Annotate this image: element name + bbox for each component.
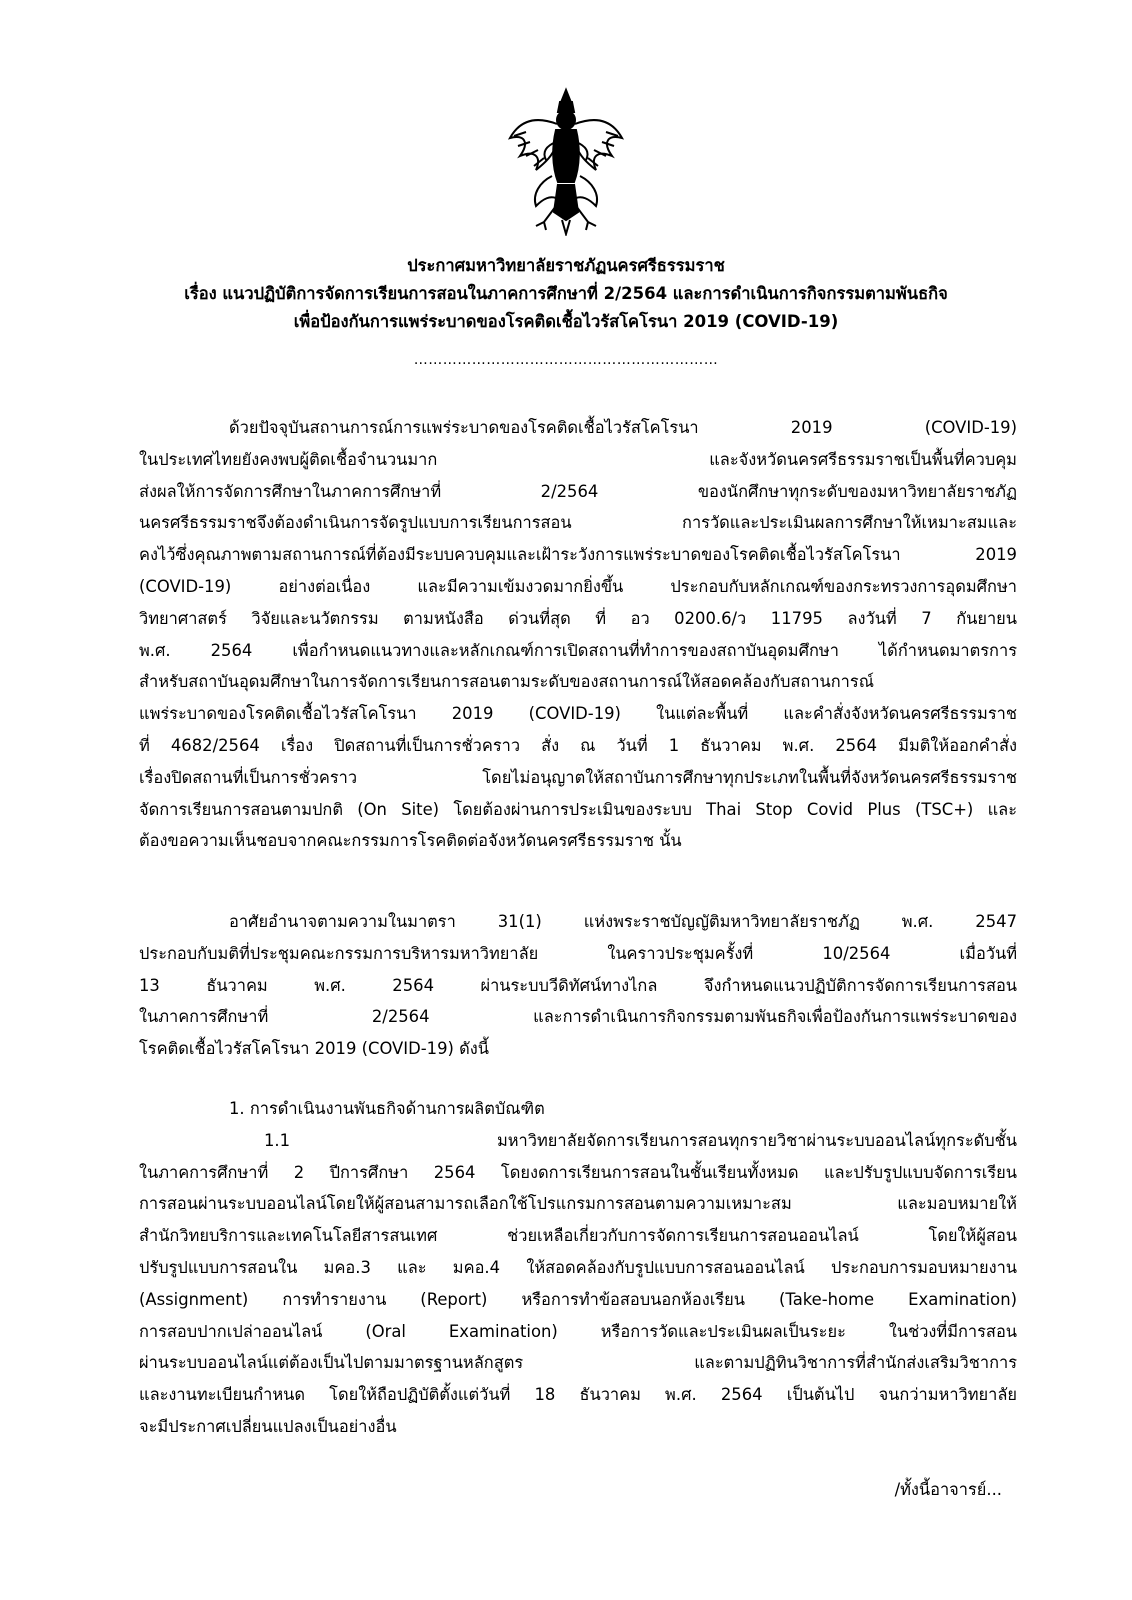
text-line: โรคติดเชื้อไวรัสโคโรนา 2019 (COVID-19) ดังนี้: [139, 1039, 489, 1059]
announcement-header: [60, 252, 1072, 336]
announcement-subject-line-1: เรื่อง แนวปฏิบัติการจัดการเรียนการสอนในภาคการศึกษาที่ 2/2564 และการดำเนินการกิจกรรมตามพันธกิจ: [184, 284, 948, 303]
announcement-issuer: ประกาศมหาวิทยาลัยราชภัฏนครศรีธรรมราช: [407, 256, 725, 275]
text-line: แพร่ระบาดของโรคติดเชื้อไวรัสโคโรนา 2019 (COVID-19) ในแต่ละพื้นที่ และคำสั่งจังหวัดนครศรีธรรมราช: [139, 704, 1017, 724]
continuation-marker: /ทั้งนี้อาจารย์...: [894, 1480, 1002, 1499]
text-line: สำหรับสถาบันอุดมศึกษาในการจัดการเรียนการสอนตามระดับของสถานการณ์ให้สอดคล้องกับสถานการณ์: [139, 672, 874, 692]
text-line: 1.1 มหาวิทยาลัยจัดการเรียนการสอนทุกรายวิชาผ่านระบบออนไลน์ทุกระดับชั้น: [264, 1130, 1017, 1150]
text-line: 13 ธันวาคม พ.ศ. 2564 ผ่านระบบวีดิทัศน์ทางไกล จึงกำหนดแนวปฏิบัติการจัดการเรียนการสอน: [139, 975, 1017, 995]
header-separator: ………………………………………………………: [413, 352, 719, 368]
text-line: นครศรีธรรมราชจึงต้องดำเนินการจัดรูปแบบการเรียนการสอน การวัดและประเมินผลการศึกษาให้เหมาะสมและ: [139, 513, 1017, 533]
text-line: อาศัยอำนาจตามความในมาตรา 31(1) แห่งพระราชบัญญัติมหาวิทยาลัยราชภัฏ พ.ศ. 2547: [229, 912, 1017, 931]
section-1: [139, 1093, 1017, 1443]
text-line: การสอนผ่านระบบออนไลน์โดยให้ผู้สอนสามารถเลือกใช้โปรแกรมการสอนตามความเหมาะสม และมอบหมายให้: [139, 1194, 1017, 1214]
text-line: ปรับรูปแบบการสอนใน มคอ.3 และ มคอ.4 ให้สอดคล้องกับรูปแบบการสอนออนไลน์ ประกอบการมอบหมายงาน: [139, 1257, 1017, 1277]
text-line: ต้องขอความเห็นชอบจากคณะกรรมการโรคติดต่อจังหวัดนครศรีธรรมราช นั้น: [139, 831, 682, 851]
text-line: ผ่านระบบออนไลน์แต่ต้องเป็นไปตามมาตรฐานหลักสูตร และตามปฏิทินวิชาการที่สำนักส่งเสริมวิชาการ: [139, 1353, 1017, 1373]
text-line: สำนักวิทยบริการและเทคโนโลยีสารสนเทศ ช่วยเหลือเกี่ยวกับการจัดการเรียนการสอนออนไลน์ โดยให้ผู้สอน: [139, 1226, 1017, 1246]
text-line: และงานทะเบียนกำหนด โดยให้ถือปฏิบัติตั้งแต่วันที่ 18 ธันวาคม พ.ศ. 2564 เป็นต้นไป จนกว่ามหาวิทยาลัย: [139, 1385, 1017, 1405]
text-line: ส่งผลให้การจัดการศึกษาในภาคการศึกษาที่ 2/2564 ของนักศึกษาทุกระดับของมหาวิทยาลัยราชภัฏ: [139, 481, 1017, 501]
text-line: ในภาคการศึกษาที่ 2/2564 และการดำเนินการกิจกรรมตามพันธกิจเพื่อป้องกันการแพร่ระบาดของ: [139, 1007, 1017, 1027]
section-heading: 1. การดำเนินงานพันธกิจด้านการผลิตบัณฑิต: [229, 1099, 545, 1118]
text-line: การสอบปากเปล่าออนไลน์ (Oral Examination) หรือการวัดและประเมินผลเป็นระยะ ในช่วงที่มีการสอน: [139, 1321, 1017, 1341]
text-line: ด้วยปัจจุบันสถานการณ์การแพร่ระบาดของโรคติดเชื้อไวรัสโคโรนา 2019 (COVID-19): [229, 418, 1017, 437]
paragraph-background: [139, 412, 1017, 857]
paragraph-authority: [139, 906, 1017, 1065]
text-line: คงไว้ซึ่งคุณภาพตามสถานการณ์ที่ต้องมีระบบควบคุมและเฝ้าระวังการแพร่ระบาดของโรคติดเชื้อไวรัสโคโรนา 2019: [139, 545, 1017, 565]
text-line: พ.ศ. 2564 เพื่อกำหนดแนวทางและหลักเกณฑ์การเปิดสถานที่ทำการของสถาบันอุดมศึกษา ได้กำหนดมาตรการ: [139, 640, 1017, 660]
text-line: จัดการเรียนการสอนตามปกติ (On Site) โดยต้องผ่านการประเมินของระบบ Thai Stop Covid Plus (TSC+) และ: [139, 799, 1017, 819]
garuda-emblem-icon: [506, 86, 626, 236]
text-line: เรื่องปิดสถานที่เป็นการชั่วคราว โดยไม่อนุญาตให้สถาบันการศึกษาทุกประเภทในพื้นที่จังหวัดนครศรีธรรมราช: [139, 767, 1017, 787]
text-line: ในประเทศไทยยังคงพบผู้ติดเชื้อจำนวนมาก และจังหวัดนครศรีธรรมราชเป็นพื้นที่ควบคุม: [139, 449, 1017, 469]
text-line: วิทยาศาสตร์ วิจัยและนวัตกรรม ตามหนังสือ ด่วนที่สุด ที่ อว 0200.6/ว 11795 ลงวันที่ 7 กันยายน: [139, 608, 1017, 628]
text-line: ประกอบกับมติที่ประชุมคณะกรรมการบริหารมหาวิทยาลัย ในคราวประชุมครั้งที่ 10/2564 เมื่อวันที่: [139, 943, 1017, 963]
text-line: ในภาคการศึกษาที่ 2 ปีการศึกษา 2564 โดยงดการเรียนการสอนในชั้นเรียนทั้งหมด และปรับรูปแบบจัดการเรียน: [139, 1162, 1017, 1182]
text-line: จะมีประกาศเปลี่ยนแปลงเป็นอย่างอื่น: [139, 1416, 397, 1436]
text-line: (COVID-19) อย่างต่อเนื่อง และมีความเข้มงวดมากยิ่งขึ้น ประกอบกับหลักเกณฑ์ของกระทรวงการอุดมศึกษา: [139, 576, 1017, 596]
announcement-subject-line-2: เพื่อป้องกันการแพร่ระบาดของโรคติดเชื้อไวรัสโคโรนา 2019 (COVID-19): [293, 312, 839, 331]
text-line: ที่ 4682/2564 เรื่อง ปิดสถานที่เป็นการชั่วคราว สั่ง ณ วันที่ 1 ธันวาคม พ.ศ. 2564 มีมติให้ออกคำสั่ง: [139, 735, 1017, 755]
text-line: (Assignment) การทำรายงาน (Report) หรือการทำข้อสอบนอกห้องเรียน (Take-home Examination): [139, 1289, 1017, 1309]
